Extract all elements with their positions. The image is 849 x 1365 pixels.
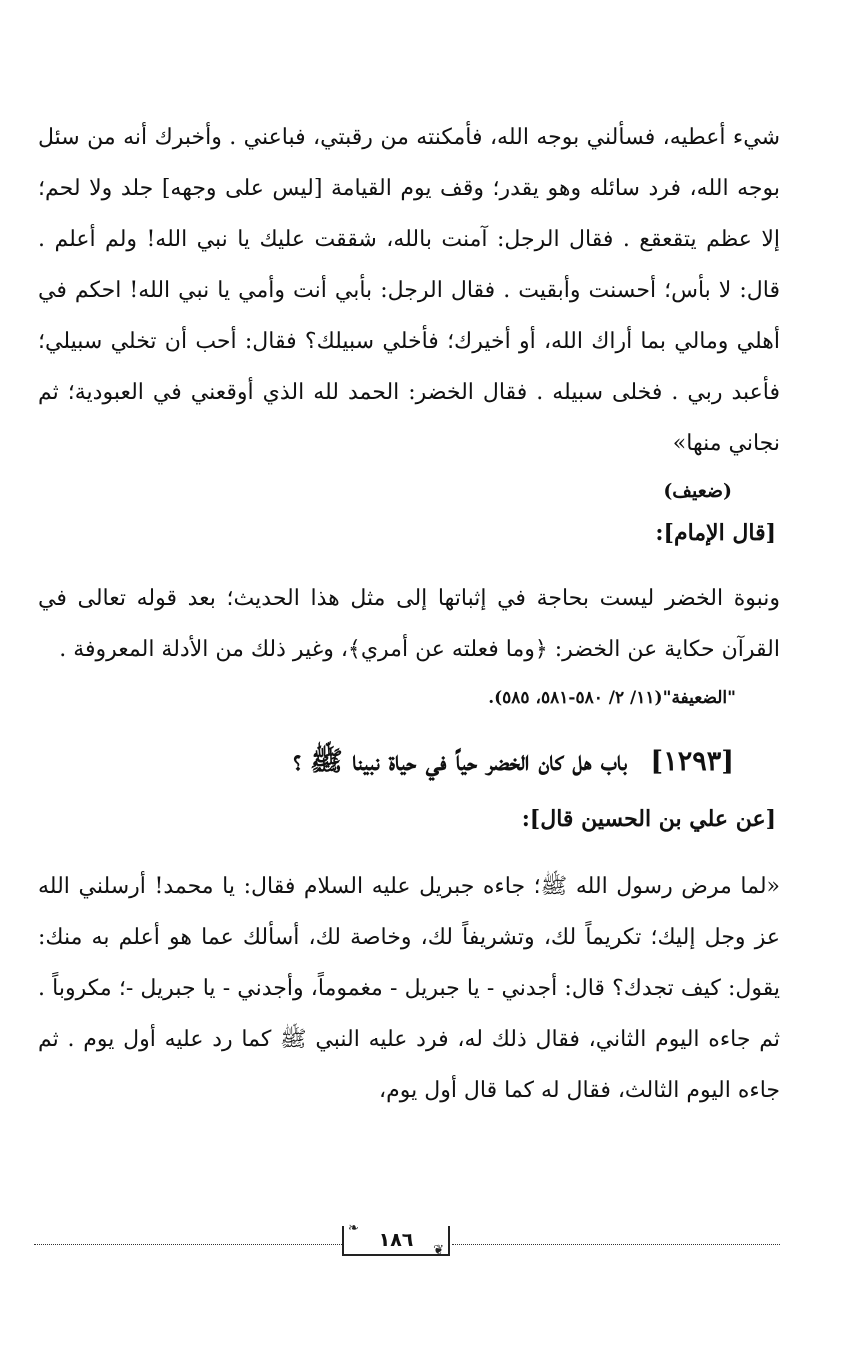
chapter-number: [١٢٩٣]: [650, 746, 734, 777]
footer-divider-left: [34, 1244, 342, 1245]
hadith-text: شيء أعطيه، فسألني بوجه الله، فأمكنته من رقبتي، فباعني . وأخبرك أنه من سئل بوجه الله، فرد سائله وهو يقدر؛ وقف يوم القيامة [ليس على وجهه] جلد ولا لحم؛ إلا عظم يتقعقع . فقال الرجل: آمنت بالله، شققت عليك يا نبي الله! ولم أعلم . قال: لا بأس؛ أحسنت وأبقيت . فقال الرجل: بأبي أنت وأمي يا نبي الله! احكم في أهلي ومالي بما أراك الله، أو أخيرك؛ فأخلي سبيلك؟ فقال: أحب أن تخلي سبيلي؛ فأعبد ربي . فخلى سبيله . فقال الخضر: الحمد لله الذي أوقعني في العبودية؛ ثم نجاني منها»: [38, 125, 780, 456]
page-body: [38, 112, 780, 1116]
imam-label: [قال الإمام]:: [655, 520, 776, 546]
corner-ornament-icon: ❦: [433, 1243, 444, 1258]
page-footer: [34, 1221, 780, 1264]
hadith-grade: (ضعيف): [663, 480, 732, 502]
second-hadith-text: «لما مرض رسول الله ﷺ؛ جاءه جبريل عليه السلام فقال: يا محمد! أرسلني الله عز وجل إليك؛ تكريماً لك، وتشريفاً لك، وخاصة لك، أسألك عما هو أعلم به منك: يقول: كيف تجدك؟ قال: أجدني - يا جبريل - مغموماً، وأجدني - يا جبريل -؛ مكروباً . ثم جاءه اليوم الثاني، فقال ذلك له، فرد عليه النبي ﷺ كما رد عليه أول يوم . ثم جاءه اليوم الثالث، فقال له كما قال أول يوم،: [38, 874, 780, 1103]
chapter-title: باب هل كان الخضر حياً في حياة نبينا ﷺ ؟: [293, 746, 628, 777]
narrator-label: [عن علي بن الحسين قال]:: [521, 806, 776, 832]
page-number: ١٨٦: [378, 1229, 414, 1251]
page-number-box: [342, 1221, 450, 1258]
corner-ornament-icon: ❧: [348, 1221, 359, 1236]
chapter-heading: [38, 737, 780, 787]
source-reference: "الضعيفة"(١١/ ٢/ ٥٨٠-٥٨١، ٥٨٥).: [488, 688, 736, 708]
footer-divider-right: [452, 1244, 780, 1245]
imam-commentary: ونبوة الخضر ليست بحاجة في إثباتها إلى مثل هذا الحديث؛ بعد قوله تعالى في القرآن حكاية عن الخضر: ﴿وما فعلته عن أمري﴾، وغير ذلك من الأدلة المعروفة .: [38, 586, 780, 662]
